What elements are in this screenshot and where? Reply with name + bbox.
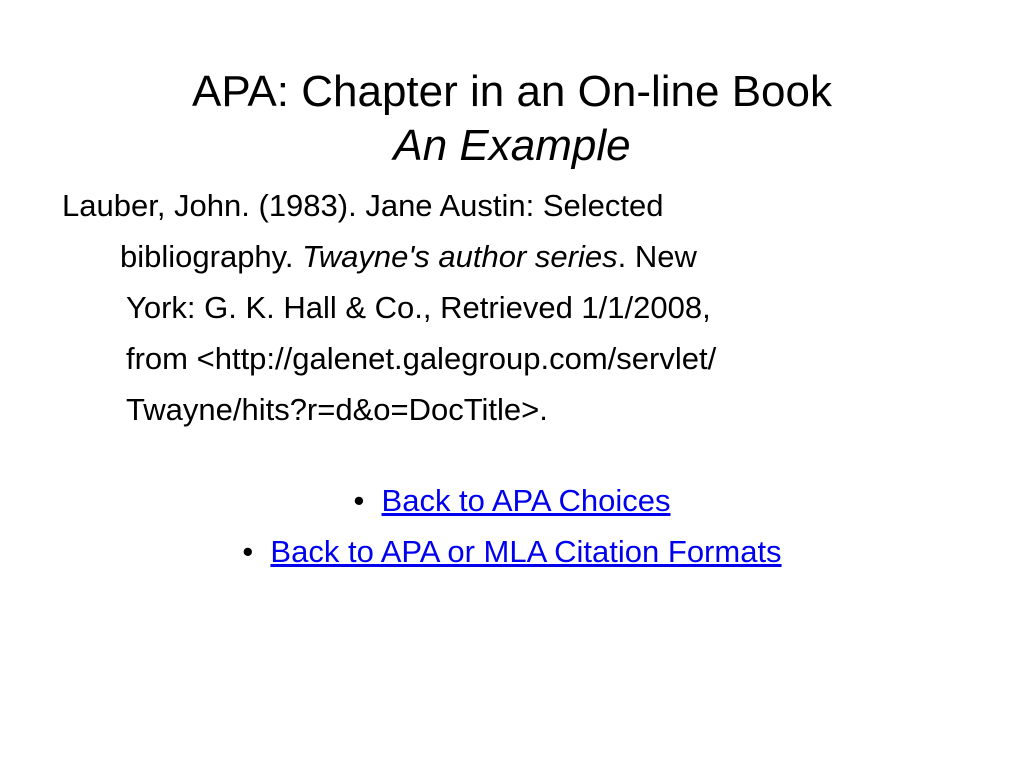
citation-line-2-suffix: . New bbox=[617, 239, 697, 274]
citation-line-4: from <http://galenet.galegroup.com/servlet/ bbox=[126, 341, 717, 376]
citation-line-2 bbox=[62, 231, 962, 282]
citation-series-title: Twayne's author series bbox=[302, 239, 618, 274]
navigation-links bbox=[0, 475, 1024, 577]
slide-title bbox=[0, 65, 1024, 173]
citation-line-5: Twayne/hits?r=d&o=DocTitle>. bbox=[126, 392, 548, 427]
citation-block bbox=[62, 180, 962, 435]
back-to-citation-formats-link[interactable]: Back to APA or MLA Citation Formats bbox=[270, 534, 782, 569]
citation-line-3: York: G. K. Hall & Co., Retrieved 1/1/2008, bbox=[126, 290, 711, 325]
bullet-icon: • bbox=[242, 534, 254, 569]
title-subtitle: An Example bbox=[393, 121, 631, 171]
list-item bbox=[0, 475, 1024, 526]
title-main: APA: Chapter in an On-line Book bbox=[192, 67, 832, 117]
bullet-icon: • bbox=[353, 483, 365, 518]
citation-line-1: Lauber, John. (1983). Jane Austin: Selected bbox=[62, 188, 664, 223]
back-to-apa-choices-link[interactable]: Back to APA Choices bbox=[381, 483, 671, 518]
list-item bbox=[0, 526, 1024, 577]
citation-line-2-prefix: bibliography. bbox=[120, 239, 303, 274]
